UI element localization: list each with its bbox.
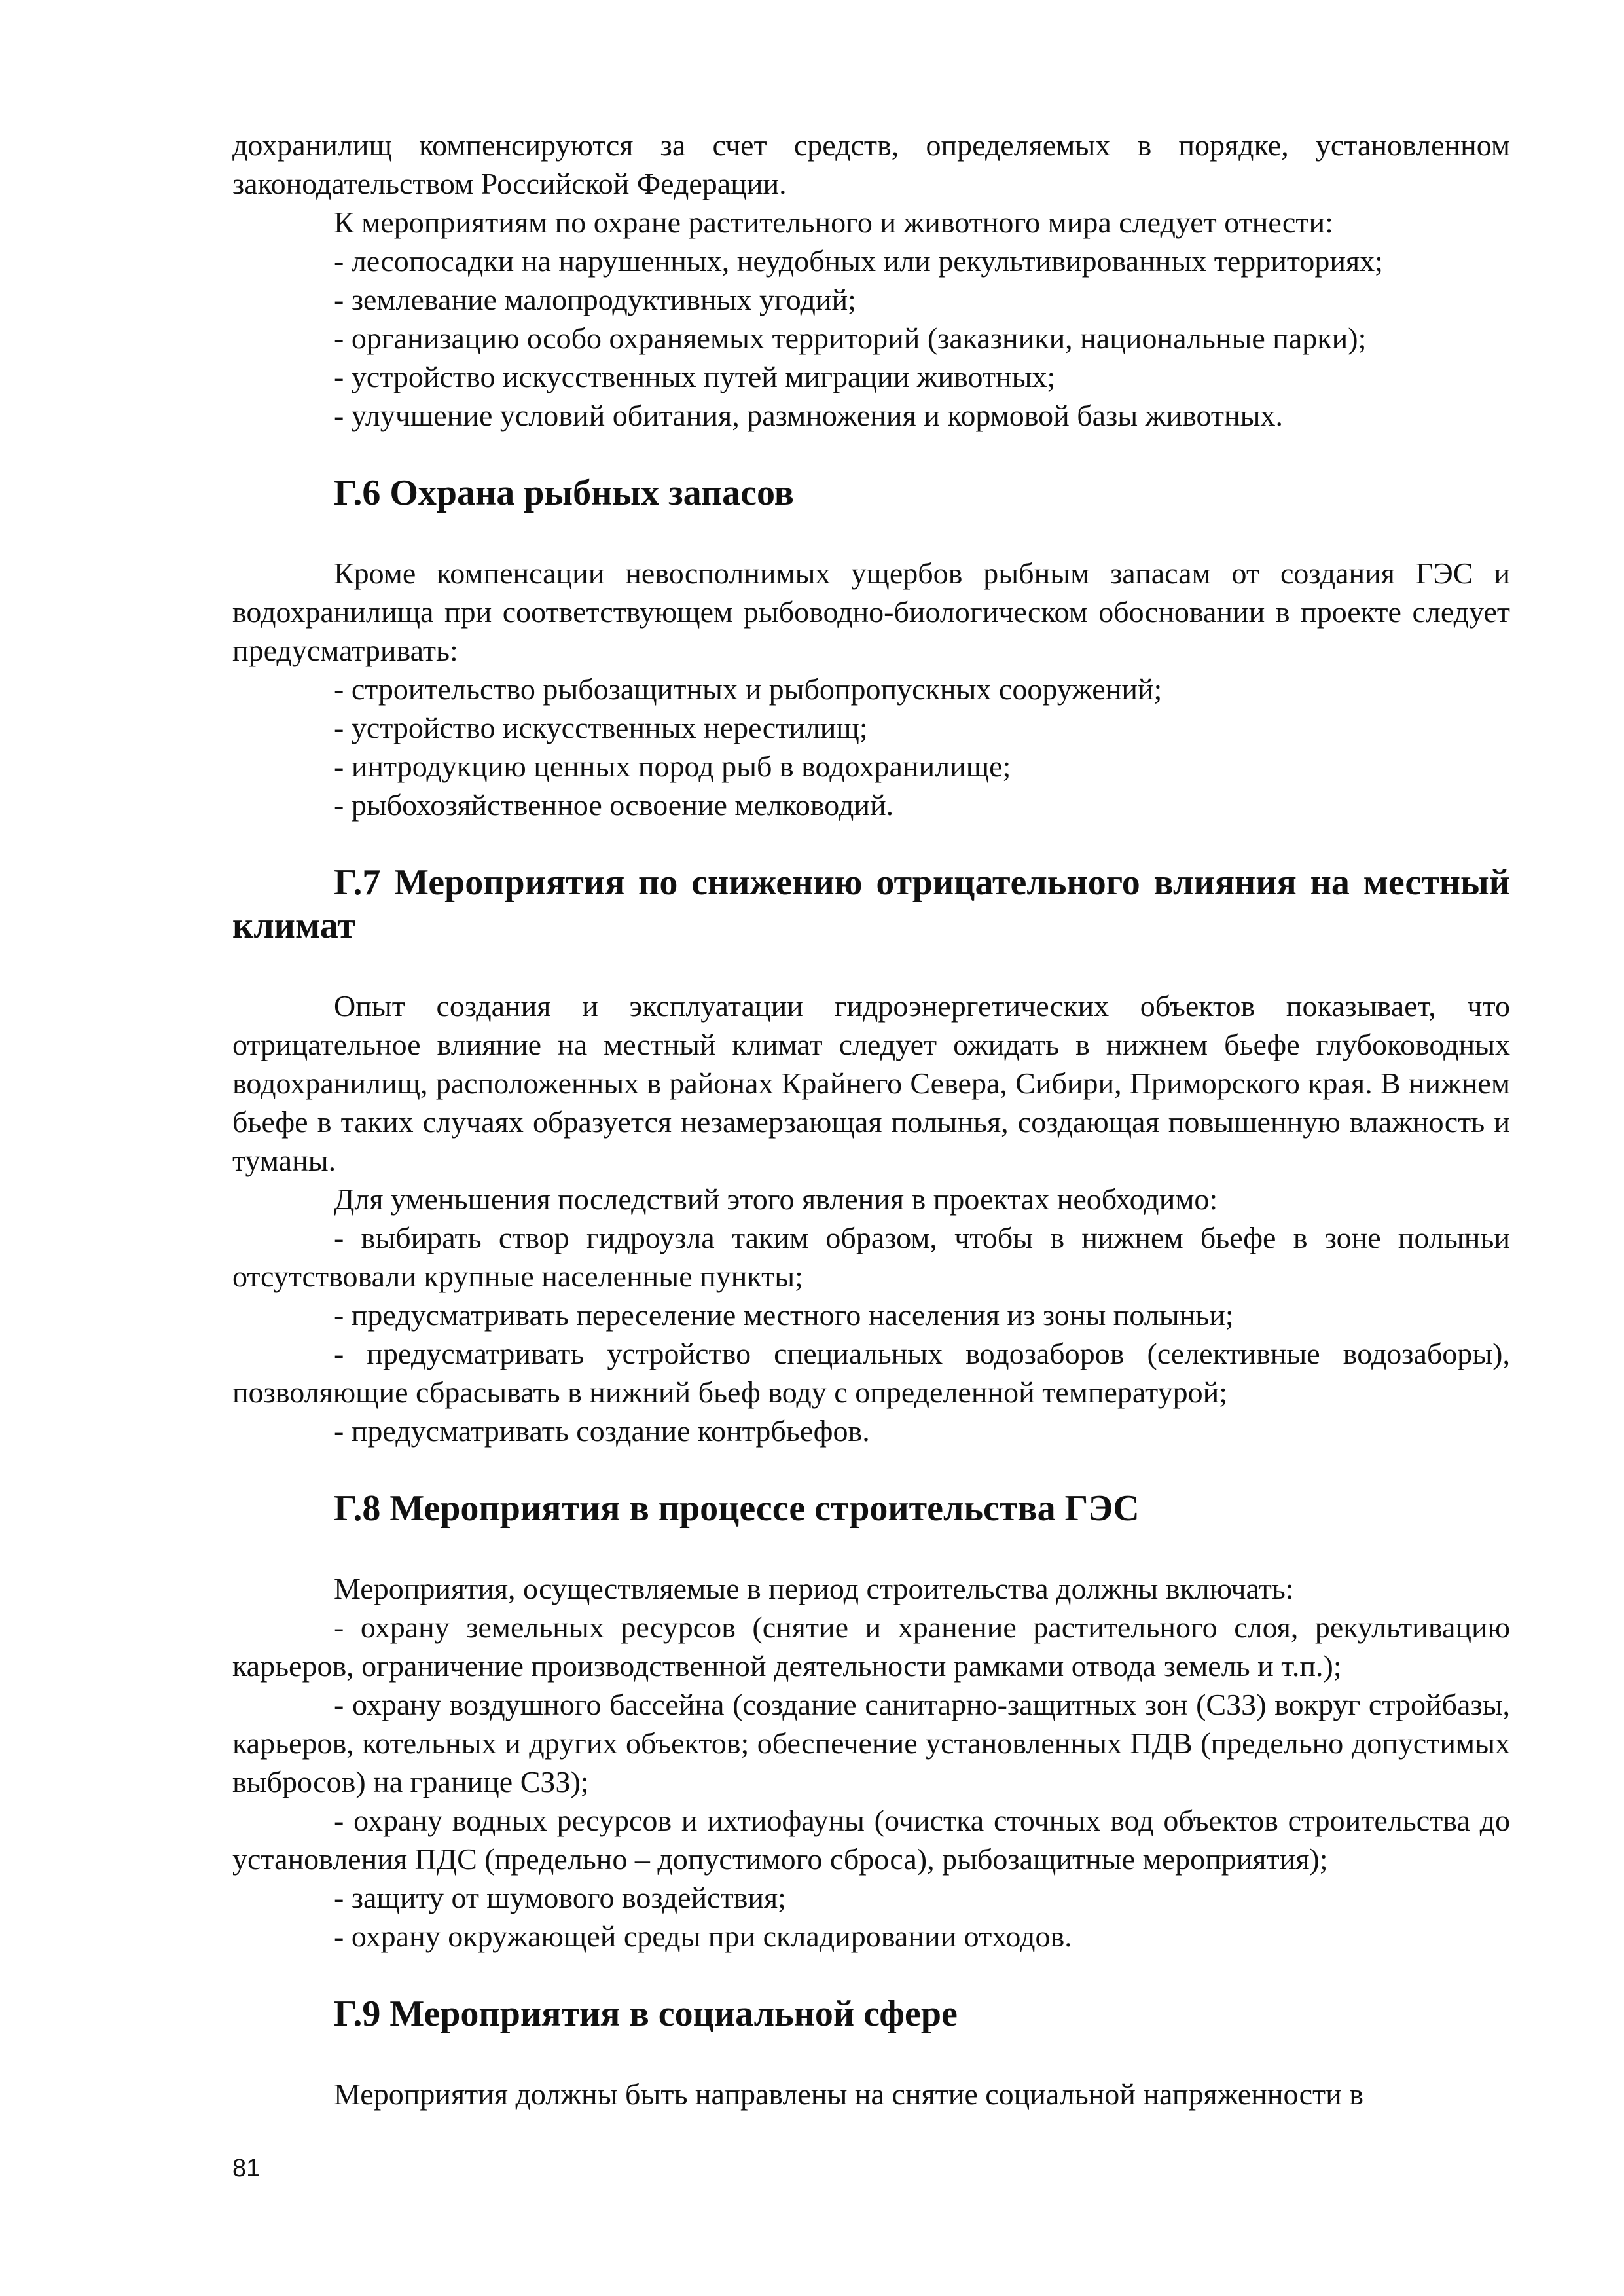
section-heading-g8: Г.8 Мероприятия в процессе строительства ГЭС: [334, 1488, 1140, 1529]
list-item: - землевание малопродуктивных угодий;: [334, 283, 856, 316]
list-item: - предусматривать переселение местного населения из зоны полыньи;: [334, 1298, 1234, 1332]
section-g8-lead: Мероприятия, осуществляемые в период строительства должны включать:: [334, 1572, 1294, 1605]
page-number: 81: [232, 2155, 261, 2182]
list-item: - охрану земельных ресурсов (снятие и хранение растительного слоя, рекультивацию карьеров, ограничение производственной деятельности рамками отвода земель и т.п.);: [232, 1611, 1510, 1683]
list-item: - интродукцию ценных пород рыб в водохранилище;: [334, 750, 1011, 783]
document-page: [232, 126, 1510, 2113]
list-item: - рыбохозяйственное освоение мелководий.: [334, 788, 894, 822]
intro-list: [232, 242, 1510, 435]
section-g7-paragraph: Опыт создания и эксплуатации гидроэнергетических объектов показывает, что отрицательное влияние на местный климат следует ожидать в нижнем бьефе глубоководных водохранилищ, расположенных в районах Крайнего Севера, Сибири, Приморского края. В нижнем бьефе в таких случаях образуется незамерзающая полынья, создающая повышенную влажность и туманы.: [232, 989, 1510, 1177]
list-item: - организацию особо охраняемых территорий (заказники, национальные парки);: [334, 321, 1367, 355]
list-item: - предусматривать устройство специальных водозаборов (селективные водозаборы), позволяющие сбрасывать в нижний бьеф воду с определенной температурой;: [232, 1337, 1510, 1409]
list-item: - устройство искусственных путей миграции животных;: [334, 360, 1056, 393]
section-g9-lead: Мероприятия должны быть направлены на снятие социальной напряженности в: [334, 2077, 1363, 2111]
intro-lead: К мероприятиям по охране растительного и животного мира следует отнести:: [334, 206, 1333, 239]
list-item: - выбирать створ гидроузла таким образом, чтобы в нижнем бьефе в зоне полыньи отсутствовали крупные населенные пункты;: [232, 1221, 1510, 1293]
list-item: - охрану водных ресурсов и ихтиофауны (очистка сточных вод объектов строительства до установления ПДС (предельно – допустимого сброса), рыбозащитные мероприятия);: [232, 1804, 1510, 1876]
list-item: - устройство искусственных нерестилищ;: [334, 711, 868, 744]
list-item: - предусматривать создание контрбьефов.: [334, 1414, 870, 1448]
intro-continuation: дохранилищ компенсируются за счет средств, определяемых в порядке, установленном законодательством Российской Федерации.: [232, 128, 1510, 200]
list-item: - охрану окружающей среды при складировании отходов.: [334, 1920, 1072, 1953]
list-item: - защиту от шумового воздействия;: [334, 1881, 786, 1914]
section-heading-g9: Г.9 Мероприятия в социальной сфере: [334, 1994, 958, 2034]
list-item: - охрану воздушного бассейна (создание санитарно-защитных зон (СЗЗ) вокруг стройбазы, карьеров, котельных и других объектов; обеспечение установленных ПДВ (предельно допустимых выбросов) на границе СЗЗ);: [232, 1688, 1510, 1798]
section-g8-list: [232, 1608, 1510, 1956]
section-heading-g6: Г.6 Охрана рыбных запасов: [334, 473, 794, 513]
list-item: - улучшение условий обитания, размножения и кормовой базы животных.: [334, 399, 1283, 432]
section-g7-lead: Для уменьшения последствий этого явления в проектах необходимо:: [334, 1182, 1218, 1216]
section-g6-lead: Кроме компенсации невосполнимых ущербов рыбным запасам от создания ГЭС и водохранилища при соответствующем рыбоводно-биологическом обосновании в проекте следует предусматривать:: [232, 556, 1510, 667]
section-heading-g7: Г.7 Мероприятия по снижению отрицательного влияния на местный климат: [232, 862, 1510, 946]
list-item: - лесопосадки на нарушенных, неудобных или рекультивированных территориях;: [334, 244, 1383, 278]
list-item: - строительство рыбозащитных и рыбопропускных сооружений;: [334, 672, 1163, 706]
section-g6-list: [232, 670, 1510, 824]
section-g7-list: [232, 1218, 1510, 1450]
